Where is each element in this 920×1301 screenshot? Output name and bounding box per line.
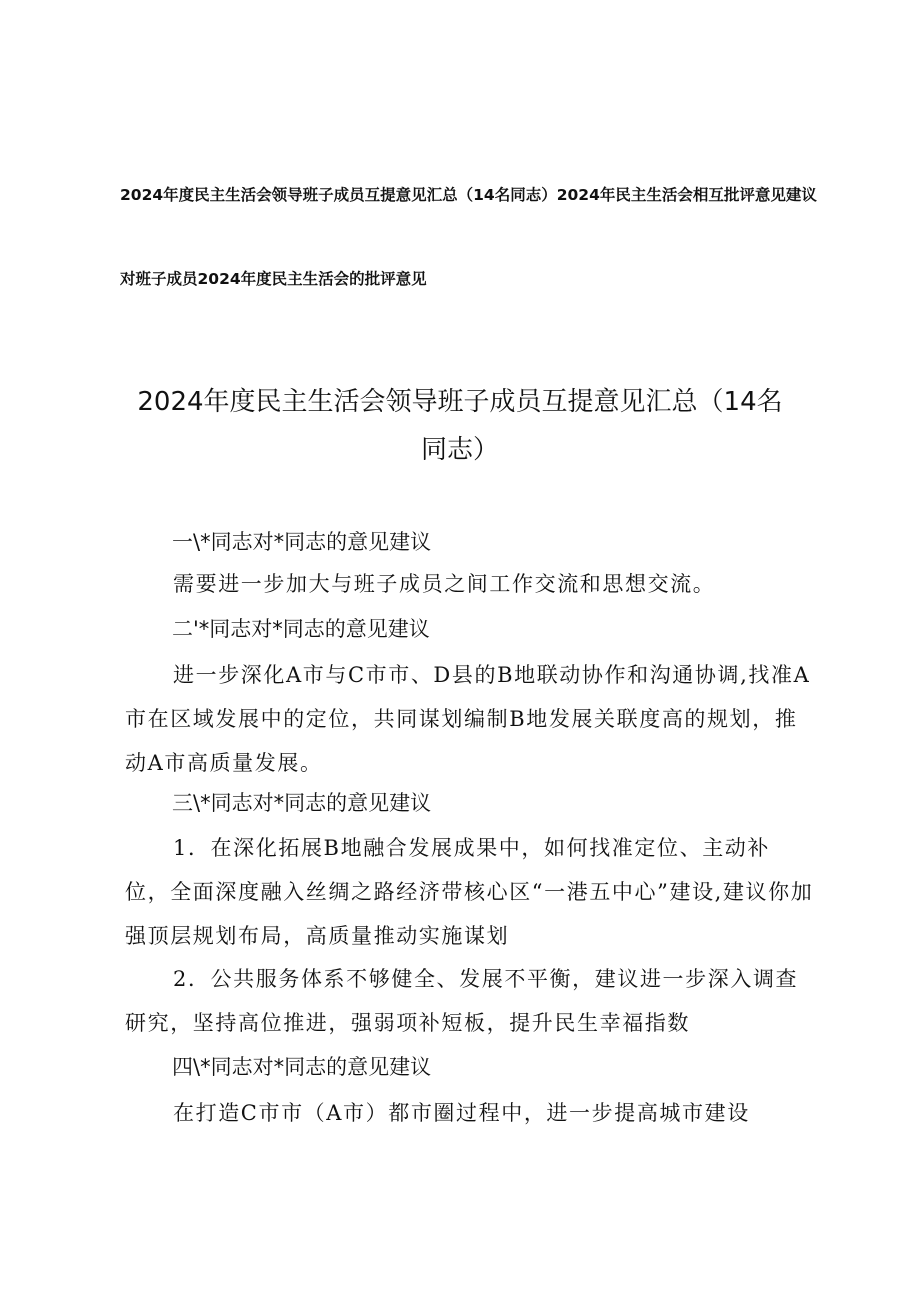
document-title: 2024年度民主生活会领导班子成员互提意见汇总（14名同志） (137, 387, 783, 465)
section-heading-3: 三\*同志对*同志的意见建议 (172, 791, 432, 815)
section-heading-4: 四\*同志对*同志的意见建议 (172, 1055, 432, 1079)
section-2-paragraph: 进一步深化A市与C市市、D县的B地联动协作和沟通协调,找准A市在区域发展中的定位，共同谋划编制B地发展关联度高的规划，推动A市高质量发展。 (125, 663, 811, 775)
section-4-paragraph: 在打造C市市（A市）都市圈过程中，进一步提高城市建设 (173, 1101, 750, 1125)
section-heading-1: 一\*同志对*同志的意见建议 (172, 530, 432, 554)
section-1-paragraph: 需要进一步加大与班子成员之间工作交流和思想交流。 (173, 572, 716, 596)
section-heading-2: 二'*同志对*同志的意见建议 (172, 617, 430, 641)
toc-entry-2: 对班子成员2024年度民主生活会的批评意见 (120, 270, 427, 288)
section-3-paragraph-1: 1．在深化拓展B地融合发展成果中，如何找准定位、主动补位，全面深度融入丝绸之路经济带核心区“一港五中心”建设,建议你加强顶层规划布局，高质量推动实施谋划 (125, 836, 814, 948)
section-3-paragraph-2: 2．公共服务体系不够健全、发展不平衡，建议进一步深入调查研究，坚持高位推进，强弱项补短板，提升民生幸福指数 (125, 967, 799, 1035)
toc-entry-1: 2024年度民主生活会领导班子成员互提意见汇总（14名同志）2024年民主生活会相互批评意见建议 (120, 186, 817, 204)
